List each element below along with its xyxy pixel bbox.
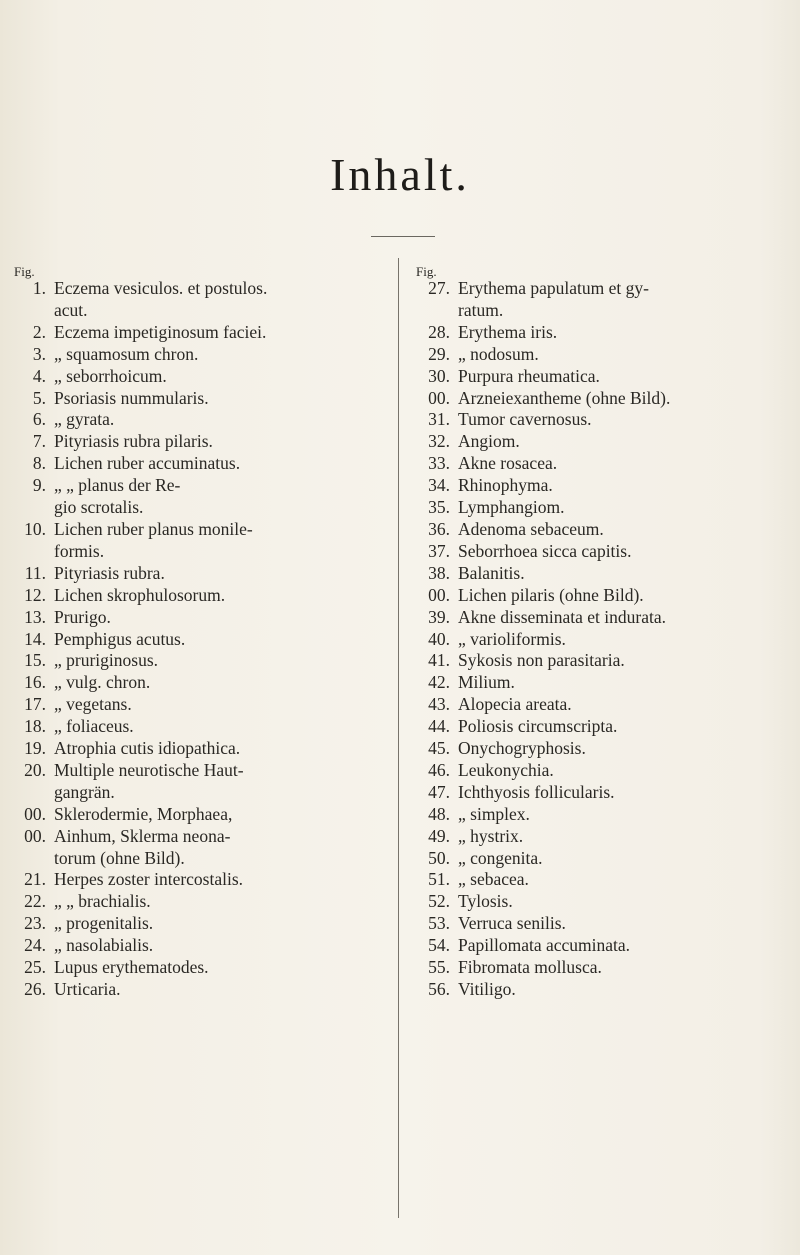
entry-first-line (12, 278, 382, 300)
figure-number: 20. (24, 759, 46, 780)
entry-title: „ vulg. chron. (54, 672, 151, 693)
contents-entry (12, 694, 382, 716)
entry-first-line (12, 388, 382, 410)
entry-title: Papillomata accuminata. (458, 935, 631, 956)
figure-number: 24. (24, 935, 46, 956)
entry-first-line (12, 913, 382, 935)
contents-entry (12, 322, 382, 344)
entry-title: Sklerodermie, Morphaea, (54, 803, 233, 824)
entry-first-line (12, 519, 382, 541)
entry-title: Arzneiexantheme (ohne Bild). (458, 387, 671, 408)
entry-title: Eczema impetiginosum faciei. (54, 321, 267, 342)
contents-entry (410, 278, 780, 322)
entry-first-line (12, 935, 382, 957)
figure-number: 26. (24, 979, 46, 999)
entry-title: „ squamosum chron. (54, 343, 199, 364)
entry-title: Multiple neurotische Haut- (54, 759, 244, 780)
contents-entry (12, 672, 382, 694)
contents-entry (12, 716, 382, 738)
contents-left-column (12, 266, 382, 1001)
entry-first-line (12, 869, 382, 891)
contents-entry (12, 388, 382, 410)
entry-title: „ nodosum. (458, 343, 539, 364)
contents-entry (12, 409, 382, 431)
entry-first-line (410, 935, 780, 957)
contents-entry (410, 431, 780, 453)
figure-number: 22. (24, 891, 46, 912)
contents-entry (410, 804, 780, 826)
figure-number: 9. (32, 475, 46, 496)
figure-number: 2. (32, 321, 46, 342)
contents-entry (410, 650, 780, 672)
entry-continuation: torum (ohne Bild). (54, 847, 185, 868)
entry-first-line (410, 848, 780, 870)
figure-number: 00. (428, 584, 450, 605)
entry-first-line (12, 672, 382, 694)
figure-number: 00. (24, 803, 46, 824)
contents-entry (410, 585, 780, 607)
entry-first-line (12, 585, 382, 607)
entry-first-line (12, 650, 382, 672)
entry-first-line (410, 869, 780, 891)
entry-first-line (410, 738, 780, 760)
entry-first-line (12, 563, 382, 585)
entry-first-line (410, 650, 780, 672)
contents-entry (410, 848, 780, 870)
entry-first-line (410, 913, 780, 935)
entry-first-line (12, 826, 382, 848)
contents-entry (12, 869, 382, 891)
figure-number: 50. (428, 847, 450, 868)
entry-first-line (410, 541, 780, 563)
entry-title: Akne rosacea. (458, 453, 558, 474)
entry-first-line (410, 497, 780, 519)
entry-first-line (410, 672, 780, 694)
entry-first-line (410, 322, 780, 344)
figure-number: 30. (428, 365, 450, 386)
entry-first-line (12, 366, 382, 388)
figure-number: 49. (428, 825, 450, 846)
entry-title: Lichen pilaris (ohne Bild). (458, 584, 644, 605)
figure-number: 13. (24, 606, 46, 627)
figure-number: 15. (24, 650, 46, 671)
entry-title: „ varioliformis. (458, 628, 566, 649)
entry-first-line (12, 475, 382, 497)
entry-title: „ gyrata. (54, 409, 115, 430)
entry-first-line (410, 782, 780, 804)
entry-title: „ hystrix. (458, 825, 524, 846)
figure-number: 48. (428, 803, 450, 824)
contents-entry (12, 760, 382, 804)
contents-entry (12, 453, 382, 475)
entry-first-line (410, 344, 780, 366)
figure-number: 44. (428, 716, 450, 737)
contents-entry (12, 738, 382, 760)
entry-first-line (410, 607, 780, 629)
figure-number: 6. (32, 409, 46, 430)
entry-title: Leukonychia. (458, 759, 554, 780)
entry-first-line (410, 431, 780, 453)
entry-title: „ simplex. (458, 803, 530, 824)
figure-number: 21. (24, 869, 46, 890)
contents-entry (410, 409, 780, 431)
entry-continuation: formis. (54, 540, 105, 561)
contents-entry (410, 935, 780, 957)
entry-first-line (410, 957, 780, 979)
entry-title: Erythema papulatum et gy- (458, 278, 649, 298)
contents-entry (12, 344, 382, 366)
figure-number: 32. (428, 431, 450, 452)
figure-number: 00. (24, 825, 46, 846)
entry-title: Poliosis circumscripta. (458, 716, 618, 737)
contents-entry (410, 826, 780, 848)
entry-first-line (410, 519, 780, 541)
entry-title: Herpes zoster intercostalis. (54, 869, 244, 890)
contents-entry (410, 322, 780, 344)
contents-entry (410, 541, 780, 563)
figure-number: 54. (428, 935, 450, 956)
entry-first-line (12, 344, 382, 366)
contents-entry (12, 957, 382, 979)
contents-entry (410, 979, 780, 1001)
figure-number: 11. (24, 562, 46, 583)
entry-first-line (410, 694, 780, 716)
figure-number: 43. (428, 694, 450, 715)
entry-first-line (12, 760, 382, 782)
contents-entry (12, 366, 382, 388)
entry-first-line (410, 366, 780, 388)
figure-number: 29. (428, 343, 450, 364)
entry-title: Lichen skrophulosorum. (54, 584, 226, 605)
entry-first-line (12, 957, 382, 979)
contents-entry (410, 497, 780, 519)
figure-number: 34. (428, 475, 450, 496)
entry-title: „ „ planus der Re- (54, 475, 181, 496)
contents-entry (410, 519, 780, 541)
figure-number: 1. (32, 278, 46, 298)
entry-first-line (410, 979, 780, 1001)
figure-number: 52. (428, 891, 450, 912)
entry-title: Urticaria. (54, 979, 121, 999)
contents-entry (410, 760, 780, 782)
figure-number: 37. (428, 540, 450, 561)
contents-entry (12, 519, 382, 563)
figure-number: 28. (428, 321, 450, 342)
entry-title: „ nasolabialis. (54, 935, 154, 956)
entry-title: Lymphangiom. (458, 497, 565, 518)
entry-title: Seborrhoea sicca capitis. (458, 540, 632, 561)
entry-first-line (410, 629, 780, 651)
entry-first-line (12, 804, 382, 826)
figure-number: 45. (428, 738, 450, 759)
entry-title: „ congenita. (458, 847, 543, 868)
contents-entry (410, 475, 780, 497)
entry-first-line (12, 979, 382, 1001)
contents-entry (12, 431, 382, 453)
figure-number: 56. (428, 979, 450, 999)
contents-entry (12, 804, 382, 826)
entry-first-line (12, 607, 382, 629)
contents-entry (12, 585, 382, 607)
figure-number: 36. (428, 518, 450, 539)
contents-entry (12, 563, 382, 585)
contents-entry (410, 782, 780, 804)
figure-number: 38. (428, 562, 450, 583)
contents-entry (410, 694, 780, 716)
entry-first-line (12, 716, 382, 738)
entry-first-line (12, 891, 382, 913)
title-rule (371, 236, 435, 237)
figure-number: 18. (24, 716, 46, 737)
figure-number: 51. (428, 869, 450, 890)
entry-continuation: gangrän. (54, 781, 115, 802)
entry-title: Onychogryphosis. (458, 738, 586, 759)
entry-title: Vitiligo. (458, 979, 516, 999)
figure-number: 00. (428, 387, 450, 408)
figure-number: 19. (24, 738, 46, 759)
contents-entry (12, 935, 382, 957)
figure-number: 17. (24, 694, 46, 715)
entry-first-line (410, 475, 780, 497)
fig-header-left: Fig. (14, 264, 35, 279)
entry-title: Pityriasis rubra pilaris. (54, 431, 213, 452)
figure-number: 53. (428, 913, 450, 934)
entry-first-line (12, 322, 382, 344)
entry-first-line (12, 738, 382, 760)
entry-first-line (410, 891, 780, 913)
contents-entry (12, 913, 382, 935)
entry-title: Lichen ruber accuminatus. (54, 453, 241, 474)
contents-entry (12, 278, 382, 322)
entry-title: Lupus erythematodes. (54, 957, 209, 978)
figure-number: 3. (32, 343, 46, 364)
entry-title: „ „ brachialis. (54, 891, 151, 912)
entry-continuation: gio scrotalis. (54, 497, 144, 518)
figure-number: 31. (428, 409, 450, 430)
entry-title: „ progenitalis. (54, 913, 154, 934)
contents-entry (410, 366, 780, 388)
figure-number: 12. (24, 584, 46, 605)
figure-number: 35. (428, 497, 450, 518)
entry-title: Milium. (458, 672, 515, 693)
column-divider (398, 258, 399, 1218)
entry-title: Psoriasis nummularis. (54, 387, 209, 408)
entry-title: Lichen ruber planus monile- (54, 518, 253, 539)
contents-entry (410, 869, 780, 891)
contents-entry (410, 672, 780, 694)
page-title: Inhalt. (330, 149, 470, 200)
entry-list-right (410, 278, 780, 1001)
figure-number: 7. (32, 431, 46, 452)
contents-entry (410, 891, 780, 913)
contents-entry (410, 629, 780, 651)
entry-first-line (410, 409, 780, 431)
figure-number: 4. (32, 365, 46, 386)
entry-first-line (410, 804, 780, 826)
entry-first-line (410, 760, 780, 782)
entry-title: Erythema iris. (458, 321, 558, 342)
entry-title: Tumor cavernosus. (458, 409, 592, 430)
figure-number: 5. (32, 387, 46, 408)
entry-first-line (12, 431, 382, 453)
entry-title: „ seborrhoicum. (54, 365, 167, 386)
entry-title: Alopecia areata. (458, 694, 572, 715)
figure-number: 8. (32, 453, 46, 474)
entry-title: Pityriasis rubra. (54, 562, 165, 583)
entry-title: Ainhum, Sklerma neona- (54, 825, 231, 846)
entry-title: „ pruriginosus. (54, 650, 159, 671)
contents-entry (12, 826, 382, 870)
entry-title: Tylosis. (458, 891, 513, 912)
figure-number: 16. (24, 672, 46, 693)
contents-entry (12, 607, 382, 629)
figure-number: 10. (24, 518, 46, 539)
figure-number: 42. (428, 672, 450, 693)
entry-first-line (410, 563, 780, 585)
figure-number: 55. (428, 957, 450, 978)
entry-first-line (410, 826, 780, 848)
entry-first-line (12, 629, 382, 651)
entry-title: Eczema vesiculos. et postulos. (54, 278, 268, 298)
figure-number: 39. (428, 606, 450, 627)
figure-number: 40. (428, 628, 450, 649)
entry-title: Ichthyosis follicularis. (458, 781, 615, 802)
contents-entry (12, 891, 382, 913)
entry-first-line (12, 694, 382, 716)
contents-entry (12, 650, 382, 672)
figure-number: 46. (428, 759, 450, 780)
figure-number: 41. (428, 650, 450, 671)
contents-entry (410, 344, 780, 366)
contents-entry (12, 979, 382, 1001)
contents-entry (12, 475, 382, 519)
figure-number: 47. (428, 781, 450, 802)
entry-first-line (410, 716, 780, 738)
contents-entry (410, 453, 780, 475)
entry-first-line (12, 409, 382, 431)
figure-number: 27. (428, 278, 450, 298)
entry-title: „ foliaceus. (54, 716, 134, 737)
figure-number: 14. (24, 628, 46, 649)
entry-first-line (410, 585, 780, 607)
contents-entry (410, 913, 780, 935)
entry-first-line (410, 388, 780, 410)
entry-title: Akne disseminata et indurata. (458, 606, 666, 627)
entry-title: Balanitis. (458, 562, 525, 583)
entry-title: Atrophia cutis idiopathica. (54, 738, 241, 759)
entry-title: Adenoma sebaceum. (458, 518, 604, 539)
contents-entry (410, 607, 780, 629)
entry-continuation: acut. (54, 299, 88, 320)
entry-list-left (12, 278, 382, 1001)
entry-title: Pemphigus acutus. (54, 628, 186, 649)
contents-right-column (410, 266, 780, 1001)
contents-entry (12, 629, 382, 651)
entry-title: Fibromata mollusca. (458, 957, 602, 978)
contents-entry (410, 563, 780, 585)
entry-first-line (12, 453, 382, 475)
entry-title: „ sebacea. (458, 869, 529, 890)
entry-title: Purpura rheumatica. (458, 365, 600, 386)
contents-entry (410, 957, 780, 979)
contents-entry (410, 716, 780, 738)
entry-title: „ vegetans. (54, 694, 132, 715)
entry-title: Rhinophyma. (458, 475, 553, 496)
figure-number: 25. (24, 957, 46, 978)
figure-number: 23. (24, 913, 46, 934)
entry-title: Verruca senilis. (458, 913, 566, 934)
entry-continuation: ratum. (458, 299, 504, 320)
entry-title: Angiom. (458, 431, 520, 452)
entry-title: Sykosis non parasitaria. (458, 650, 625, 671)
contents-entry (410, 388, 780, 410)
entry-title: Prurigo. (54, 606, 111, 627)
entry-first-line (410, 453, 780, 475)
figure-number: 33. (428, 453, 450, 474)
entry-first-line (410, 278, 780, 300)
fig-header-right: Fig. (416, 264, 437, 279)
contents-entry (410, 738, 780, 760)
